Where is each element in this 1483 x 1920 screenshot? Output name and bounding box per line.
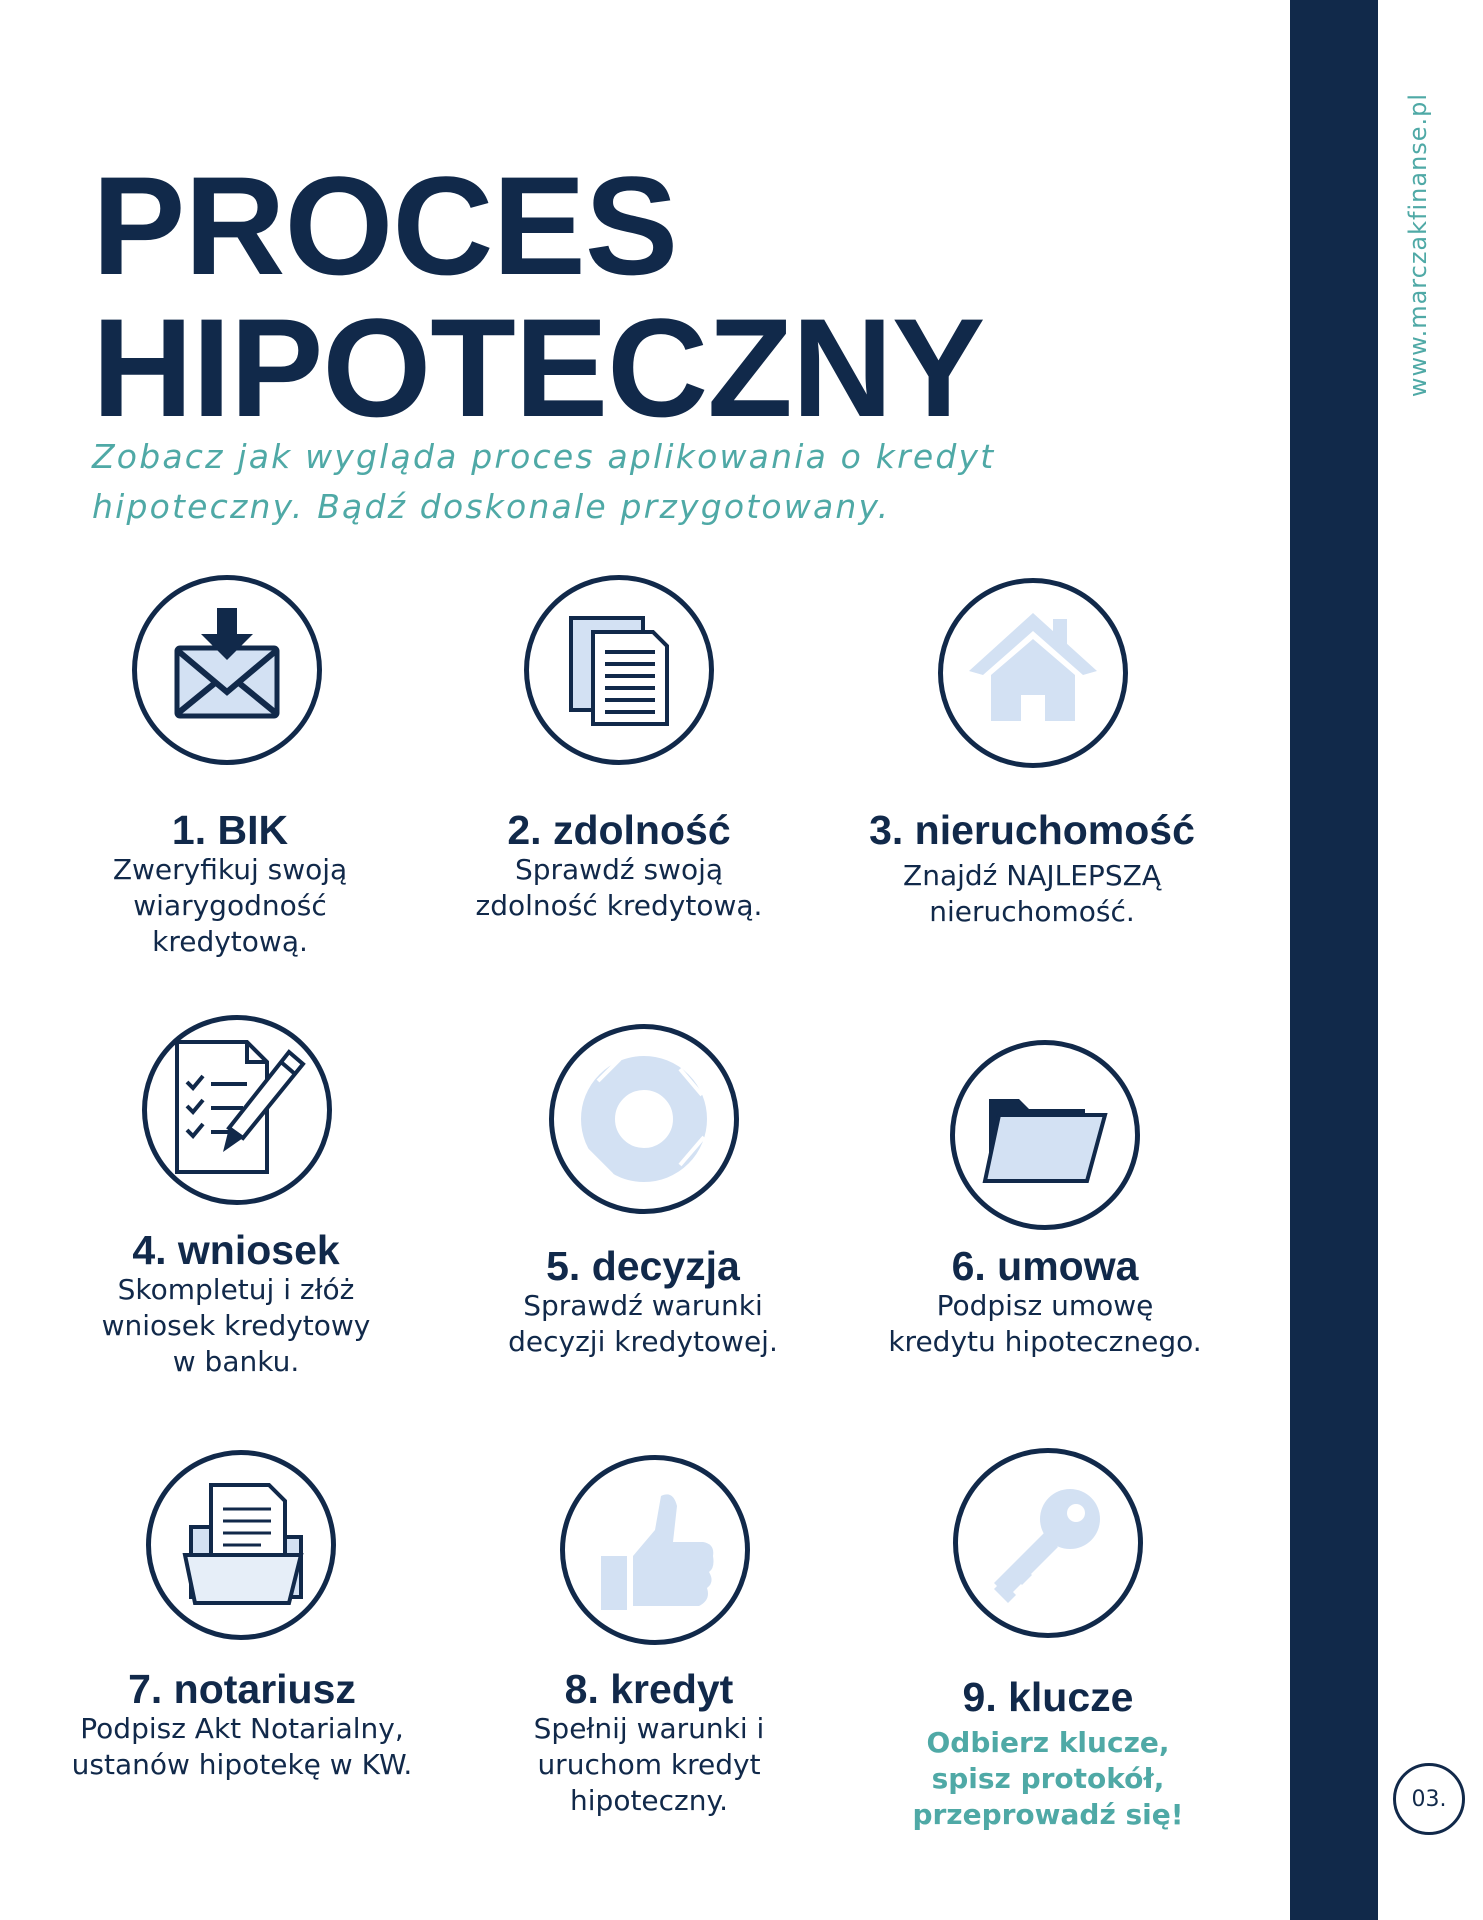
- documents-icon: [524, 575, 714, 765]
- checklist-pen-icon: [142, 1015, 332, 1205]
- step-description: Zweryfikuj swoją wiarygodność kredytową.: [112, 853, 348, 958]
- step-title: 5. decyzja: [546, 1243, 740, 1289]
- step-title: 4. wniosek: [132, 1227, 340, 1273]
- step-title: 7. notariusz: [128, 1666, 356, 1712]
- step-description: Skompletuj i złóż wniosek kredytowy w banku.: [101, 1273, 371, 1378]
- folder-document-icon: [146, 1450, 336, 1640]
- title-line-2: HIPOTECZNY: [92, 289, 985, 446]
- step-description: Podpisz umowę kredytu hipotecznego.: [888, 1289, 1202, 1358]
- page-number: 03.: [1393, 1763, 1465, 1835]
- step-title: 9. klucze: [962, 1674, 1134, 1720]
- step-6: [845, 1244, 1245, 1360]
- step-1: [30, 808, 430, 960]
- website-url[interactable]: www.marczakfinanse.pl: [1404, 92, 1432, 398]
- sidebar-bar: [1290, 0, 1378, 1920]
- step-7: [42, 1667, 442, 1783]
- key-icon: [953, 1448, 1143, 1638]
- step-description: Podpisz Akt Notarialny, ustanów hipotekę w KW.: [71, 1712, 413, 1781]
- step-9: [848, 1675, 1248, 1833]
- step-description: Odbierz klucze, spisz protokół, przeprowadź się!: [912, 1726, 1184, 1831]
- step-8: [449, 1667, 849, 1819]
- page-subtitle: Zobacz jak wygląda proces aplikowania o kredyt hipoteczny. Bądź doskonale przygotowany.: [92, 437, 996, 526]
- step-3: [832, 808, 1232, 930]
- step-description: Znajdź NAJLEPSZĄ nieruchomość.: [903, 859, 1161, 928]
- step-description: Sprawdź swoją zdolność kredytową.: [475, 853, 763, 922]
- mail-download-icon: [132, 575, 322, 765]
- step-5: [443, 1244, 843, 1360]
- step-title: 6. umowa: [951, 1243, 1139, 1289]
- step-description: Spełnij warunki i uruchom kredyt hipoteczny.: [533, 1712, 765, 1817]
- cycle-arrows-icon: [549, 1024, 739, 1214]
- thumbs-up-icon: [560, 1455, 750, 1645]
- folder-icon: [950, 1040, 1140, 1230]
- step-title: 2. zdolność: [507, 807, 731, 853]
- title-line-1: PROCES: [92, 147, 678, 304]
- page-title: [92, 147, 985, 446]
- step-2: [419, 808, 819, 924]
- step-4: [36, 1228, 436, 1380]
- step-title: 3. nieruchomość: [869, 807, 1195, 853]
- step-description: Sprawdź warunki decyzji kredytowej.: [508, 1289, 778, 1358]
- house-icon: [938, 578, 1128, 768]
- step-title: 8. kredyt: [564, 1666, 734, 1712]
- step-title: 1. BIK: [171, 807, 289, 853]
